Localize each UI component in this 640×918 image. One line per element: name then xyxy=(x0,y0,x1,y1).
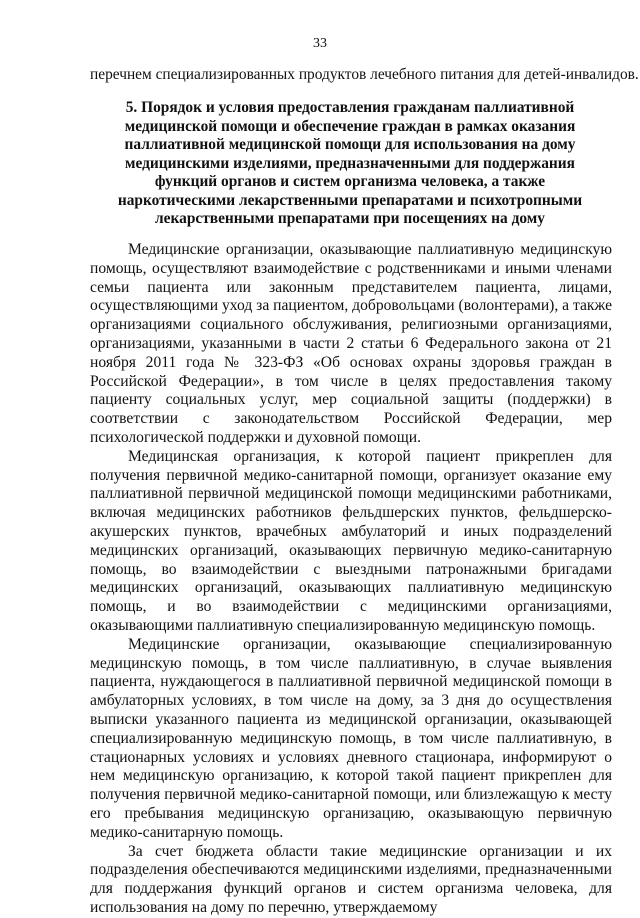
paragraph: Медицинская организация, к которой пациент прикреплен для получения первичной медико-санитарной помощи, организует оказание ему паллиативной первичной медицинской помощи медицинскими работниками, включая медицинских работников фельдшерских пунктов, фельдшерско-акушерских пунктов, врачебных амбулаторий и иных подразделений медицинских организаций, оказывающих первичную медико-санитарную помощь, во взаимодействии с выездными патронажными бригадами медицинских организаций, оказывающих паллиативную медицинскую помощь, и во взаимодействии с медицинскими организациями, оказывающими паллиативную специализированную медицинскую помощь. xyxy=(90,447,612,634)
paragraph: За счет бюджета области такие медицинские организации и их подразделения обеспечиваются медицинскими изделиями, предназначенными для поддержания функций органов и систем организма человека, для использования на дому по перечню, утверждаемому xyxy=(90,842,612,916)
paragraph: Медицинские организации, оказывающие паллиативную медицинскую помощь, осуществляют взаимодействие с родственниками и иными членами семьи пациента или законным представителем пациента, лицами, осуществляющими уход за пациентом, добровольцами (волонтерами), а также организациями социального обслуживания, религиозными организациями, организациями, указанными в части 2 статьи 6 Федерального закона от 21 ноября 2011 года № 323-ФЗ «Об основах охраны здоровья граждан в Российской Федерации», в том числе в целях предоставления такому пациенту социальных услуг, мер социальной защиты (поддержки) в соответствии с законодательством Российской Федерации, мер психологической поддержки и духовной помощи. xyxy=(90,241,612,446)
body-text xyxy=(90,241,612,918)
lead-line: перечнем специализированных продуктов лечебного питания для детей-инвалидов. xyxy=(90,66,639,83)
section-heading: 5. Порядок и условия предоставления гражданам паллиативной медицинской помощи и обеспечение граждан в рамках оказания паллиативной медицинской помощи для использования на дому медицинскими изделиями, предназначенными для поддержания функций органов и систем организма человека, а также наркотическими лекарственными препаратами и психотропными лекарственными препаратами при посещениях на дому xyxy=(117,99,583,227)
paragraph: Медицинские организации, оказывающие специализированную медицинскую помощь, в том числе паллиативную, в случае выявления пациента, нуждающегося в паллиативной первичной медицинской помощи в амбулаторных условиях, в том числе на дому, за 3 дня до осуществления выписки указанного пациента из медицинской организации, оказывающей специализированную медицинскую помощь, в том числе паллиативную, в стационарных условиях и условиях дневного стационара, информируют о нем медицинскую организацию, к которой такой пациент прикреплен для получения первичной медико-санитарной помощи, или близлежащую к месту его пребывания медицинскую организацию, оказывающую первичную медико-санитарную помощь. xyxy=(90,635,612,841)
page-number: 33 xyxy=(313,36,327,51)
